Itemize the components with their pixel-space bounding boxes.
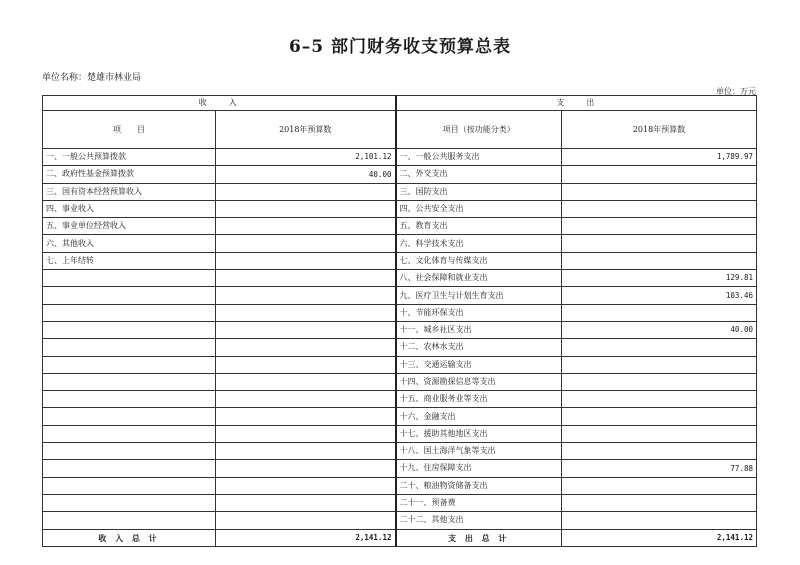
expense-item-cell: 二、外交支出 [396, 166, 562, 183]
expense-item-cell: 五、教育支出 [396, 218, 562, 235]
expense-value-cell [562, 252, 757, 269]
table-row [43, 460, 757, 477]
expense-item-cell: 二十二、其他支出 [396, 512, 562, 529]
expense-item-cell: 十二、农林水支出 [396, 339, 562, 356]
income-item-cell [43, 391, 216, 408]
income-value-cell [216, 391, 396, 408]
table-row [43, 494, 757, 511]
table-row [43, 356, 757, 373]
income-value-cell [216, 443, 396, 460]
income-value-cell [216, 235, 396, 252]
expense-value-cell [562, 443, 757, 460]
income-item-cell [43, 512, 216, 529]
table-row [43, 512, 757, 529]
expense-value-cell [562, 235, 757, 252]
income-item-cell [43, 287, 216, 304]
income-value-cell [216, 512, 396, 529]
budget-table [42, 95, 757, 547]
income-item-cell: 二、政府性基金预算拨款 [43, 166, 216, 183]
income-value-cell [216, 252, 396, 269]
expense-item-cell: 八、社会保障和就业支出 [396, 270, 562, 287]
expense-value-cell [562, 477, 757, 494]
income-item-cell [43, 339, 216, 356]
expense-item-cell: 二十、粮油物资储备支出 [396, 477, 562, 494]
income-item-cell: 五、事业单位经营收入 [43, 218, 216, 235]
expense-item-cell: 十七、援助其他地区支出 [396, 425, 562, 442]
expense-item-cell: 三、国防支出 [396, 183, 562, 200]
expense-item-cell: 十五、商业服务业等支出 [396, 391, 562, 408]
expense-item-cell: 一、一般公共服务支出 [396, 149, 562, 166]
expense-value-cell [562, 391, 757, 408]
income-item-header: 项 目 [43, 111, 216, 149]
expense-budget-header: 2018年预算数 [562, 111, 757, 149]
table-row [43, 270, 757, 287]
income-item-cell [43, 270, 216, 287]
income-item-cell: 七、上年结转 [43, 252, 216, 269]
income-value-cell [216, 373, 396, 390]
income-value-cell [216, 460, 396, 477]
income-total-value: 2,141.12 [216, 529, 396, 546]
income-item-cell [43, 373, 216, 390]
expense-value-cell [562, 356, 757, 373]
income-value-cell [216, 287, 396, 304]
income-item-cell: 一、一般公共预算拨款 [43, 149, 216, 166]
income-item-cell [43, 356, 216, 373]
unit-name: 单位名称：楚雄市林业局 [42, 73, 142, 83]
income-item-cell [43, 408, 216, 425]
expense-item-cell: 六、科学技术支出 [396, 235, 562, 252]
expense-value-cell: 103.46 [562, 287, 757, 304]
expense-value-cell [562, 408, 757, 425]
totals-row [43, 529, 757, 546]
income-value-cell [216, 356, 396, 373]
income-item-cell [43, 494, 216, 511]
table-row [43, 304, 757, 321]
income-value-cell [216, 425, 396, 442]
expense-item-cell: 十六、金融支出 [396, 408, 562, 425]
expense-total-label: 支 出 总 计 [396, 529, 562, 546]
header-row-sections [43, 96, 757, 111]
income-value-cell [216, 494, 396, 511]
expense-item-cell: 十八、国土海洋气象等支出 [396, 443, 562, 460]
table-row [43, 373, 757, 390]
expense-value-cell [562, 183, 757, 200]
table-row [43, 149, 757, 166]
expense-value-cell [562, 304, 757, 321]
expense-value-cell [562, 218, 757, 235]
table-row [43, 235, 757, 252]
income-value-cell: 40.00 [216, 166, 396, 183]
expense-total-value: 2,141.12 [562, 529, 757, 546]
expense-value-cell [562, 512, 757, 529]
income-value-cell [216, 477, 396, 494]
income-item-cell: 三、国有资本经营预算收入 [43, 183, 216, 200]
expense-value-cell: 1,789.97 [562, 149, 757, 166]
income-value-cell [216, 270, 396, 287]
income-value-cell [216, 218, 396, 235]
income-total-label: 收 入 总 计 [43, 529, 216, 546]
income-value-cell [216, 408, 396, 425]
expense-value-cell [562, 200, 757, 217]
table-row [43, 425, 757, 442]
table-row [43, 443, 757, 460]
income-value-cell [216, 183, 396, 200]
table-row [43, 321, 757, 338]
income-value-cell: 2,101.12 [216, 149, 396, 166]
expense-value-cell: 40.00 [562, 321, 757, 338]
income-value-cell [216, 200, 396, 217]
table-row [43, 391, 757, 408]
expense-item-header: 项目（按功能分类） [396, 111, 562, 149]
income-budget-header: 2018年预算数 [216, 111, 396, 149]
income-item-cell: 四、事业收入 [43, 200, 216, 217]
income-value-cell [216, 321, 396, 338]
income-item-cell [43, 425, 216, 442]
income-item-cell [43, 443, 216, 460]
expense-item-cell: 七、文化体育与传媒支出 [396, 252, 562, 269]
expense-value-cell [562, 339, 757, 356]
unit-label: 单位：万元 [716, 87, 756, 96]
expense-value-cell: 77.88 [562, 460, 757, 477]
income-item-cell [43, 477, 216, 494]
expense-value-cell [562, 494, 757, 511]
expense-section-header: 支 出 [396, 96, 757, 111]
expense-item-cell: 四、公共安全支出 [396, 200, 562, 217]
expense-item-cell: 十四、资源勘探信息等支出 [396, 373, 562, 390]
table-row [43, 408, 757, 425]
expense-item-cell: 十三、交通运输支出 [396, 356, 562, 373]
table-row [43, 252, 757, 269]
table-row [43, 477, 757, 494]
income-item-cell [43, 460, 216, 477]
income-value-cell [216, 339, 396, 356]
income-item-cell: 六、其他收入 [43, 235, 216, 252]
expense-value-cell [562, 425, 757, 442]
table-row [43, 166, 757, 183]
income-value-cell [216, 304, 396, 321]
table-row [43, 287, 757, 304]
expense-item-cell: 十、节能环保支出 [396, 304, 562, 321]
expense-item-cell: 二十一、预备费 [396, 494, 562, 511]
header-row-columns [43, 111, 757, 149]
expense-item-cell: 十九、住房保障支出 [396, 460, 562, 477]
expense-value-cell [562, 373, 757, 390]
page-title: 6–5 部门财务收支预算总表 [288, 37, 512, 57]
income-item-cell [43, 321, 216, 338]
income-section-header: 收 入 [43, 96, 396, 111]
income-item-cell [43, 304, 216, 321]
expense-item-cell: 九、医疗卫生与计划生育支出 [396, 287, 562, 304]
table-row [43, 183, 757, 200]
expense-item-cell: 十一、城乡社区支出 [396, 321, 562, 338]
expense-value-cell: 129.81 [562, 270, 757, 287]
table-row [43, 339, 757, 356]
table-row [43, 218, 757, 235]
table-row [43, 200, 757, 217]
expense-value-cell [562, 166, 757, 183]
